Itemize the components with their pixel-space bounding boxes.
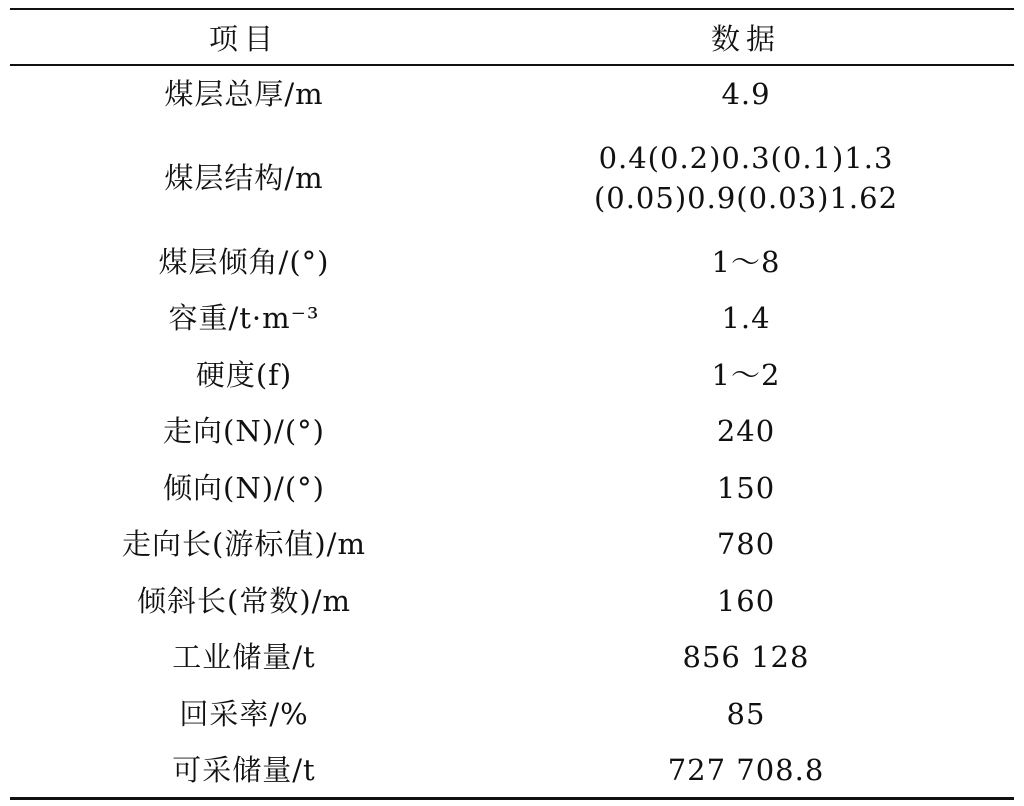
data-table-container <box>10 8 1014 800</box>
table-row <box>10 573 1014 630</box>
row-value <box>478 122 1014 234</box>
row-label: 煤层总厚/m <box>164 76 324 111</box>
table-row <box>10 460 1014 517</box>
row-value: 160 <box>716 583 776 618</box>
header-row <box>10 9 1014 65</box>
table-row <box>10 686 1014 743</box>
row-label: 走向长(游标值)/m <box>122 527 366 562</box>
table-row <box>10 516 1014 573</box>
row-label: 倾向(N)/(°) <box>163 470 325 505</box>
row-label: 煤层倾角/(°) <box>158 244 330 279</box>
row-label: 工业储量/t <box>172 640 316 675</box>
header-data: 数据 <box>710 21 781 56</box>
row-value: 856 128 <box>682 640 810 675</box>
row-label: 走向(N)/(°) <box>163 414 325 449</box>
table-row <box>10 403 1014 460</box>
row-value: 150 <box>716 470 776 505</box>
row-value: 1.4 <box>721 301 771 336</box>
row-value: 1～2 <box>711 357 781 392</box>
table-row <box>10 122 1014 234</box>
row-label: 硬度(f) <box>195 357 293 392</box>
table-row <box>10 290 1014 347</box>
table-row <box>10 629 1014 686</box>
row-value-line: (0.05)0.9(0.03)1.62 <box>593 180 899 215</box>
header-item: 项目 <box>208 21 279 56</box>
row-value: 1～8 <box>711 244 781 279</box>
row-value: 240 <box>716 414 776 449</box>
table-header <box>10 9 1014 65</box>
row-value: 4.9 <box>721 76 771 111</box>
row-label: 容重/t·m⁻³ <box>168 301 320 336</box>
row-value: 85 <box>726 696 766 731</box>
row-value-line: 0.4(0.2)0.3(0.1)1.3 <box>598 140 894 175</box>
row-label: 可采储量/t <box>172 752 316 787</box>
data-table <box>10 8 1014 800</box>
table-body <box>10 65 1014 799</box>
row-label: 煤层结构/m <box>164 160 324 195</box>
row-label: 倾斜长(常数)/m <box>137 583 351 618</box>
table-row <box>10 65 1014 122</box>
table-row <box>10 234 1014 291</box>
table-row <box>10 742 1014 799</box>
row-value: 727 708.8 <box>667 752 825 787</box>
row-value: 780 <box>716 527 776 562</box>
table-row <box>10 347 1014 404</box>
row-label: 回采率/% <box>179 696 309 731</box>
